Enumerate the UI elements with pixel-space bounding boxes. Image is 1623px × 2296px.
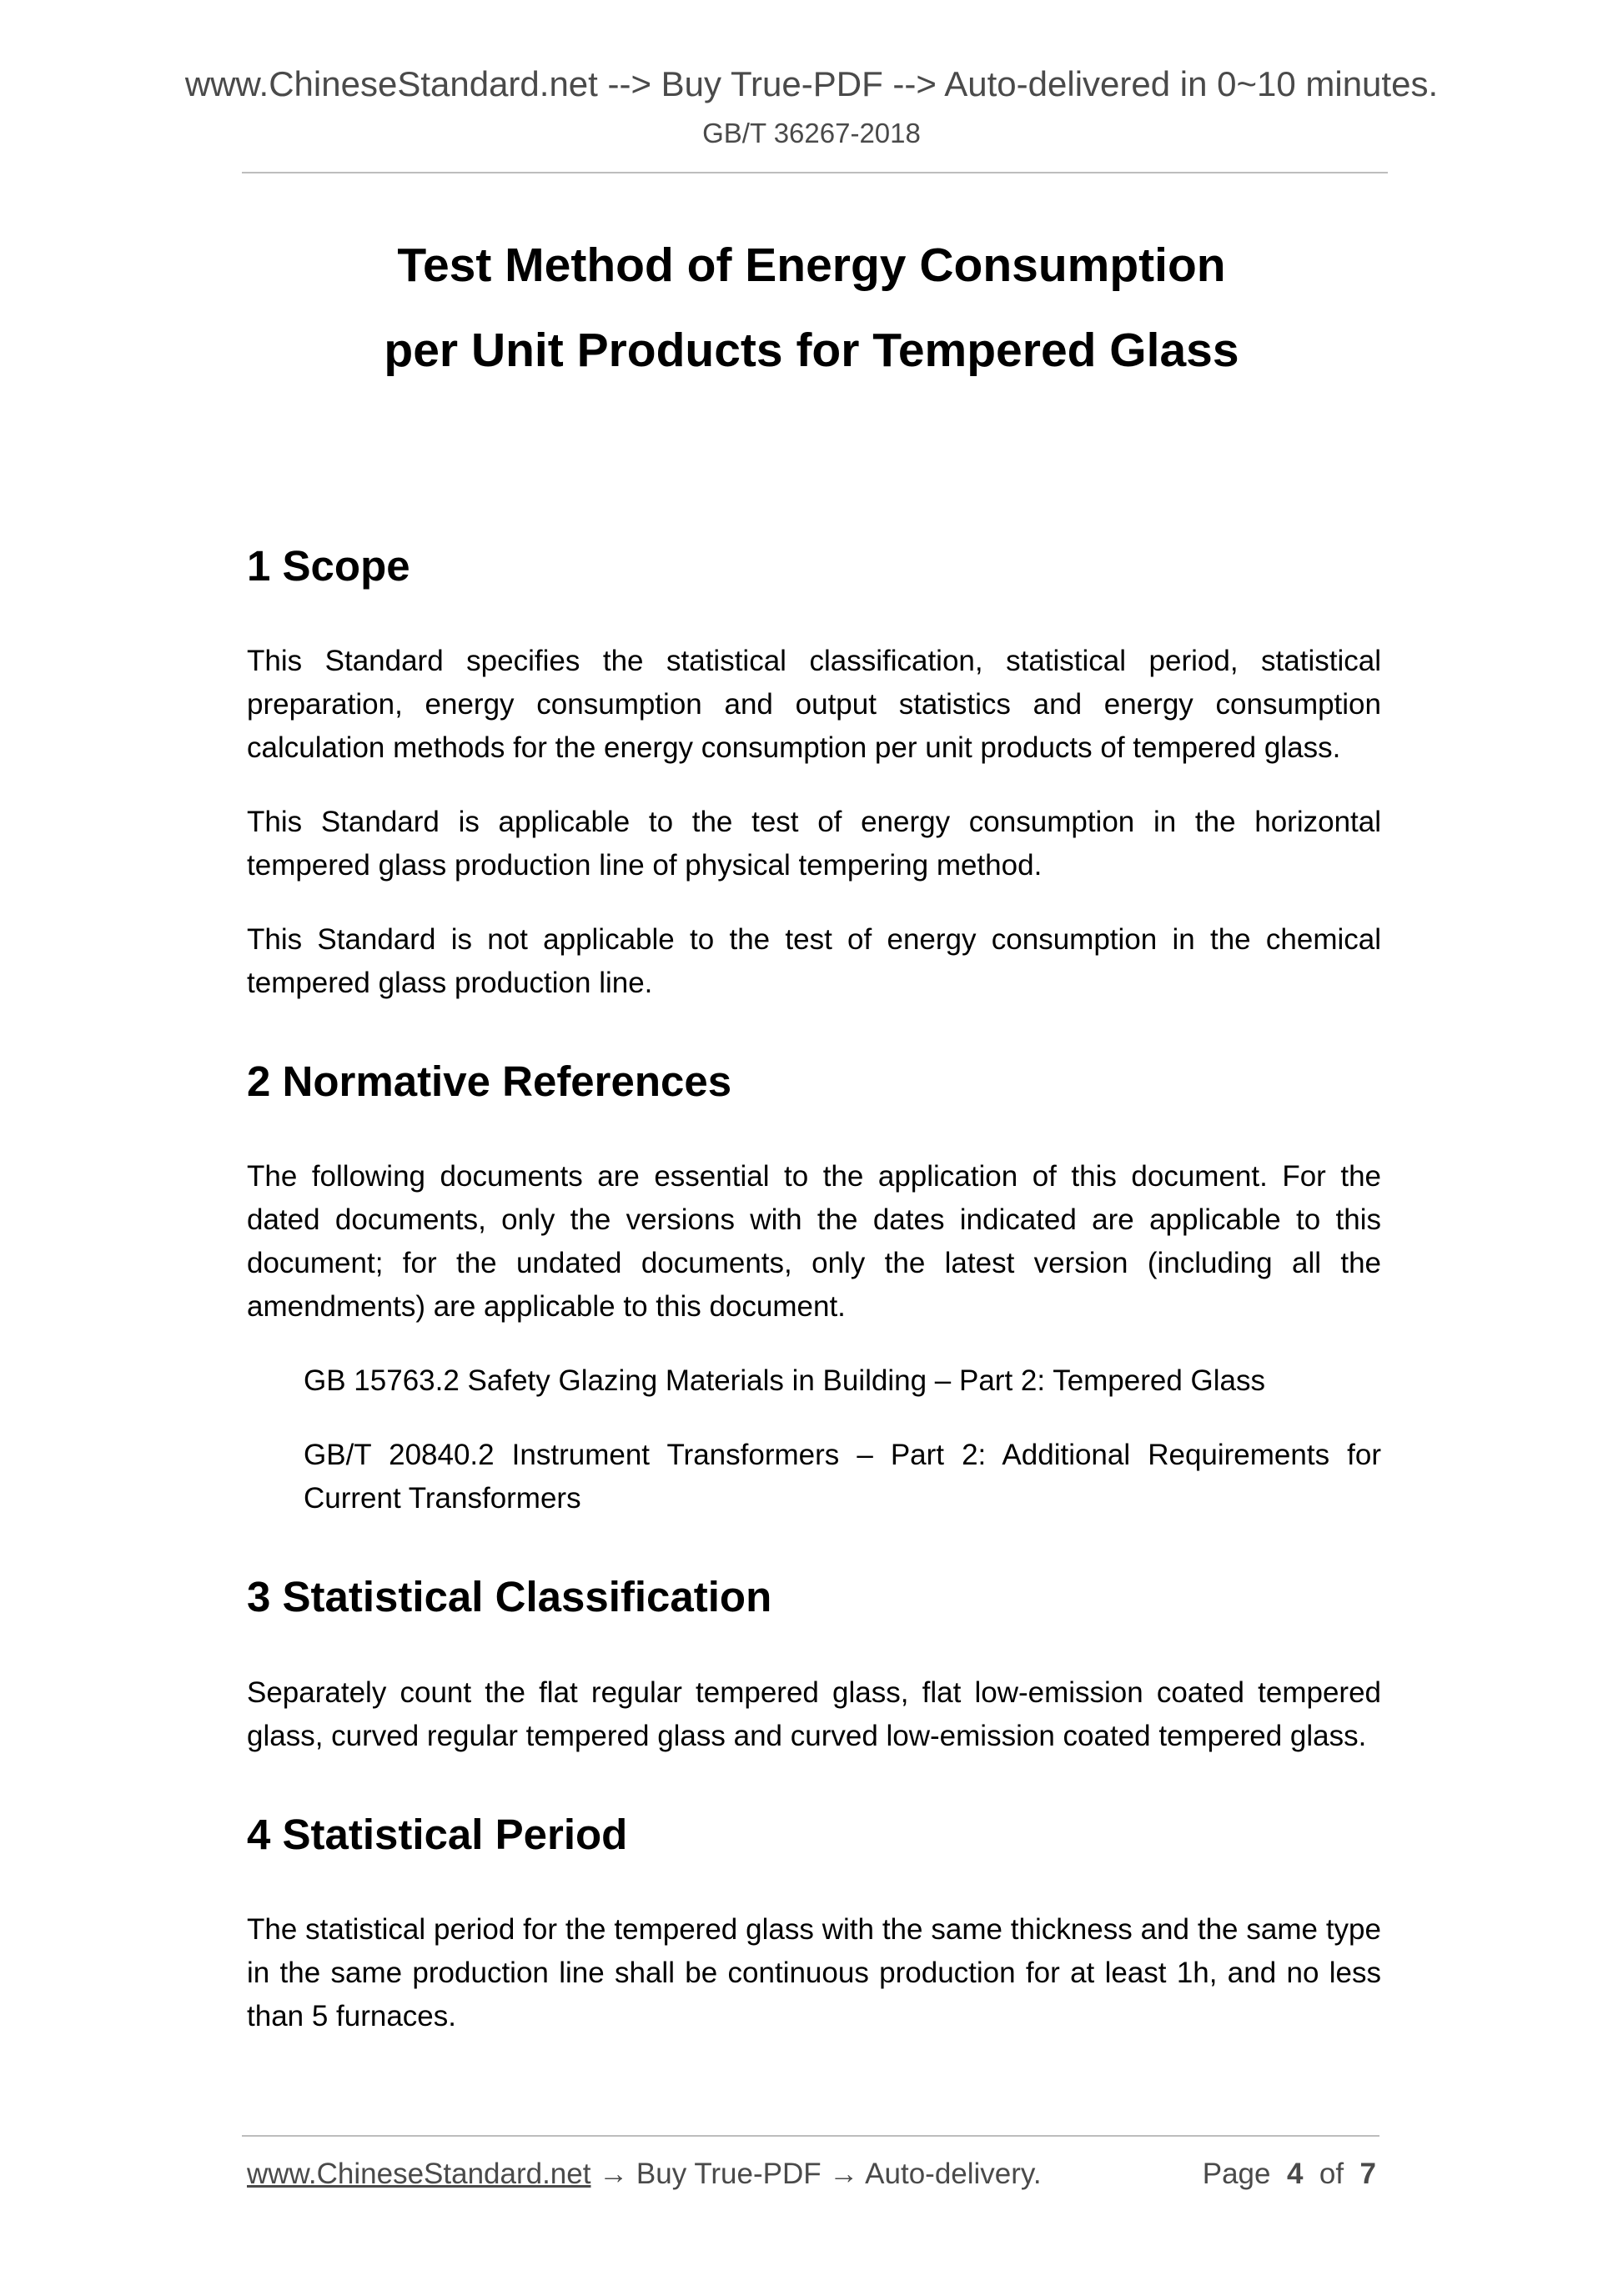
page-indicator [1203,2157,1376,2192]
page-label: Page [1202,2158,1271,2190]
section-heading: 1 Scope [247,542,410,590]
header-banner: www.ChineseStandard.net --> Buy True-PDF --> Auto-delivered in 0~10 minutes. [184,64,1439,103]
header-standard-number: GB/T 36267-2018 [702,118,921,148]
section-scope [247,540,1381,1005]
footer-site-link[interactable]: www.ChineseStandard.net [247,2158,591,2190]
section-statistical-classification [247,1571,1381,1757]
section-heading: 3 Statistical Classification [247,1573,772,1621]
paragraph: Separately count the flat regular tempered glass, flat low-emission coated tempered glass, curved regular tempered glass and curved low-emission coated tempered glass. [247,1676,1381,1752]
footer-link-line [247,2157,1042,2192]
document-title-line-2: per Unit Products for Tempered Glass [384,324,1239,377]
page-of-label: of [1319,2158,1344,2190]
section-statistical-period [247,1809,1381,2038]
footer-divider [242,2135,1379,2137]
page-current: 4 [1286,2158,1304,2190]
header-divider [242,172,1388,173]
section-heading: 4 Statistical Period [247,1810,628,1858]
paragraph: The following documents are essential to the application of this document. For the dated documents, only the versions with the dates indicated are applicable to this document; for the undated documents, only the latest version (including all the amendments) are applicable to this document. [247,1160,1381,1324]
section-heading: 2 Normative References [247,1058,732,1106]
paragraph: This Standard is applicable to the test of energy consumption in the horizontal tempered glass production line of physical tempering method. [247,806,1381,882]
reference-item: GB 15763.2 Safety Glazing Materials in Building – Part 2: Tempered Glass [304,1364,1266,1398]
paragraph: The statistical period for the tempered glass with the same thickness and the same type in the same production line shall be continuous production for at least 1h, and no less than 5 furnaces. [247,1912,1381,2032]
document-body [247,540,1381,2069]
paragraph: This Standard is not applicable to the test of energy consumption in the chemical tempered glass production line. [247,923,1381,1000]
document-title-line-1: Test Method of Energy Consumption [397,239,1226,292]
page-total: 7 [1359,2158,1376,2190]
section-normative-references [247,1056,1381,1520]
reference-item: GB/T 20840.2 Instrument Transformers – Part 2: Additional Requirements for Current Transformers [304,1439,1381,1515]
paragraph: This Standard specifies the statistical classification, statistical period, statistical preparation, energy consumption and output statistics and energy consumption calculation methods for the energy consumption per unit products of tempered glass. [247,645,1381,765]
footer-link-text: → Buy True-PDF → Auto-delivery. [590,2158,1042,2190]
